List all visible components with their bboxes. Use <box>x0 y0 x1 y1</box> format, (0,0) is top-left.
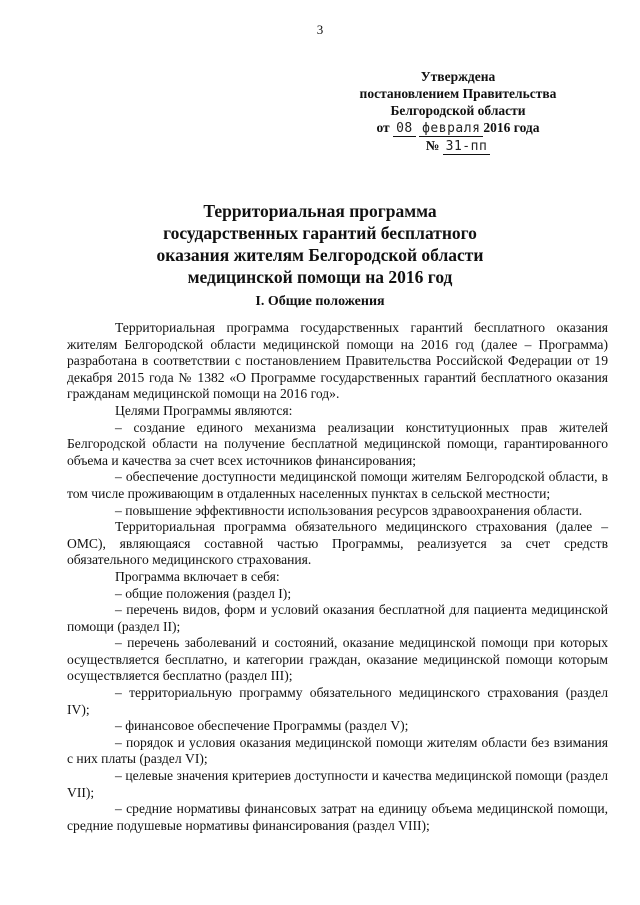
paragraph: Программа включает в себя: <box>115 568 280 584</box>
list-item: – создание единого механизма реализации конституционных прав жителей Белгородской области на получение бесплатной медицинской помощи, гарантированного объема и качества за счет всех источников финансирования; <box>67 419 608 468</box>
date-prefix: от <box>376 120 390 135</box>
list-item: – финансовое обеспечение Программы (раздел V); <box>115 718 409 734</box>
section-heading: I. Общие положения <box>255 294 385 309</box>
title-line: государственных гарантий бесплатного <box>163 223 477 243</box>
approval-line: постановлением Правительства <box>359 86 557 101</box>
number-value: 31-пп <box>443 139 491 155</box>
paragraph: Территориальная программа государственных гарантий бесплатного оказания жителям Белгородской области медицинской помощи на 2016 год (далее – Программа) разработана в соответствии с постановлением Правительства Российской Федерации от 19 декабря 2015 года № 1382 «О Программе государственных гарантий бесплатного оказания гражданам медицинской помощи на 2016 год». <box>67 320 608 402</box>
paragraph: Целями Программы являются: <box>115 402 293 418</box>
paragraph: Территориальная программа обязательного медицинского страхования (далее – ОМС), являющаяся составной частью Программы, реализуется за счет средств обязательного медицинского страхования. <box>67 519 608 568</box>
approval-date <box>338 119 578 137</box>
list-item: – повышение эффективности использования ресурсов здравоохранения области. <box>115 502 583 518</box>
list-item: – перечень заболеваний и состояний, оказание медицинской помощи при которых осуществляется бесплатно, и категории граждан, оказание медицинской помощи которым осуществляется бесплатно (раздел III); <box>67 635 608 684</box>
list-item: – обеспечение доступности медицинской помощи жителям Белгородской области, в том числе проживающим в отдаленных населенных пунктах в сельской местности; <box>67 469 608 501</box>
title-line: медицинской помощи на 2016 год <box>187 267 453 287</box>
list-item: – порядок и условия оказания медицинской помощи жителям области без взимания с них платы (раздел VI); <box>67 734 608 767</box>
approval-number <box>338 137 578 155</box>
number-prefix: № <box>425 138 440 153</box>
approval-stamp <box>338 68 578 155</box>
approval-line: Утверждена <box>420 69 496 84</box>
list-item: – целевые значения критериев доступности и качества медицинской помощи (раздел VII); <box>67 768 608 800</box>
title-line: Территориальная программа <box>203 201 437 221</box>
list-item: – территориальную программу обязательного медицинского страхования (раздел IV); <box>67 685 608 717</box>
date-month: февраля <box>419 121 483 137</box>
document-title <box>120 200 520 288</box>
approval-line: Белгородской области <box>390 103 526 118</box>
list-item: – средние нормативы финансовых затрат на единицу объема медицинской помощи, средние подушевые нормативы финансирования (раздел VIII); <box>67 801 608 833</box>
list-item: – общие положения (раздел I); <box>115 585 292 601</box>
title-line: оказания жителям Белгородской области <box>156 245 484 265</box>
date-year: 2016 года <box>483 120 540 135</box>
list-item: – перечень видов, форм и условий оказания бесплатной для пациента медицинской помощи (раздел II); <box>67 602 608 634</box>
body-text <box>67 320 608 834</box>
date-day: 08 <box>393 121 416 137</box>
page-number: 3 <box>316 22 324 37</box>
